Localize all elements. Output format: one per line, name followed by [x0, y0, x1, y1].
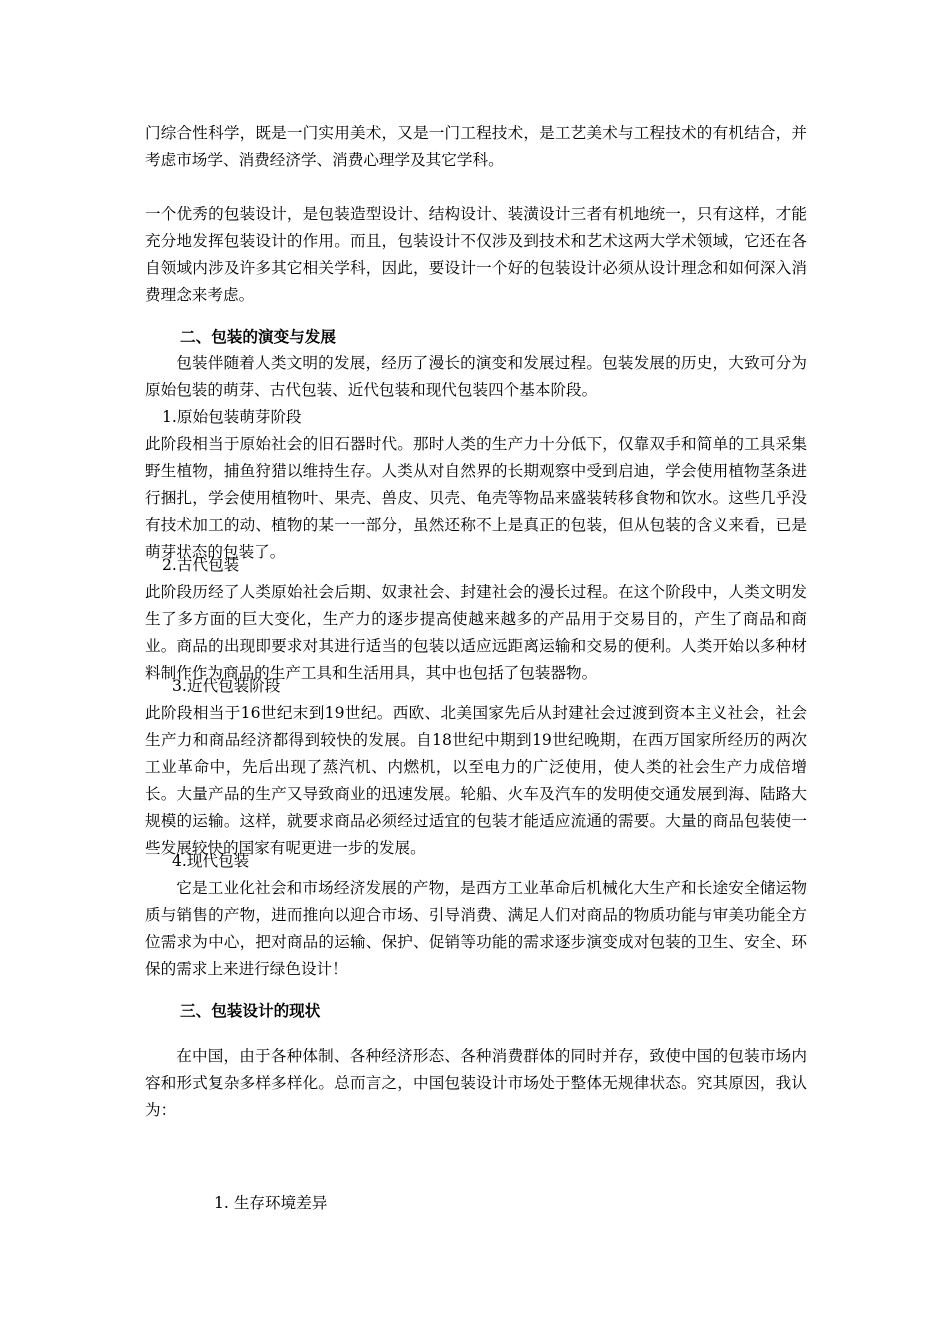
good-design-paragraph: 一个优秀的包装设计，是包装造型设计、结构设计、装潢设计三者有机地统一，只有这样，才能充分地发挥包装设计的作用。而且，包装设计不仅涉及到技术和艺术这两大学术领域，它还在各自领域内涉及许多其它相关学科，因此，要设计一个好的包装设计必须从设计理念和如何深入消费理念来考虑。	[145, 205, 807, 304]
section3-item1: 1. 生存环境差异	[214, 1194, 328, 1212]
stage1-title: 1.原始包装萌芽阶段	[162, 408, 302, 426]
section2-intro-paragraph: 包装伴随着人类文明的发展，经历了漫长的演变和发展过程。包装发展的历史，大致可分为原始包装的萌芽、古代包装、近代包装和现代包装四个基本阶段。	[145, 354, 807, 399]
intro-paragraph: 门综合性科学，既是一门实用美术，又是一门工程技术，是工艺美术与工程技术的有机结合，并考虑市场学、消费经济学、消费心理学及其它学科。	[145, 124, 807, 169]
stage4-title: 4.现代包装	[172, 852, 250, 870]
stage3-title: 3.近代包装阶段	[172, 677, 281, 695]
section3-heading: 三、包装设计的现状	[180, 1001, 321, 1020]
stage1-paragraph: 此阶段相当于原始社会的旧石器时代。那时人类的生产力十分低下，仅靠双手和简单的工具采集野生植物，捕鱼狩猎以维持生存。人类从对自然界的长期观察中受到启迪，学会使用植物茎条进行捆扎，学会使用植物叶、果壳、兽皮、贝壳、龟壳等物品来盛装转移食物和饮水。这些几乎没有技术加工的动、植物的某一一部分，虽然还称不上是真正的包装，但从包装的含义来看，已是萌芽状态的包装了。	[145, 435, 807, 561]
stage4-paragraph: 它是工业化社会和市场经济发展的产物，是西方工业革命后机械化大生产和长途安全储运物质与销售的产物，进而推向以迎合市场、引导消费、满足人们对商品的物质功能与审美功能全方位需求为中心，把对商品的运输、保护、促销等功能的需求逐步演变成对包装的卫生、安全、环保的需求上来进行绿色设计！	[145, 879, 807, 978]
stage2-paragraph: 此阶段历经了人类原始社会后期、奴隶社会、封建社会的漫长过程。在这个阶段中，人类文明发生了多方面的巨大变化，生产力的逐步提高使越来越多的产品用于交易目的，产生了商品和商业。商品的出现即要求对其进行适当的包装以适应远距离运输和交易的便利。人类开始以多种材料制作作为商品的生产工具和生活用具，其中也包括了包装器物。	[145, 583, 807, 682]
section2-heading: 二、包装的演变与发展	[180, 327, 336, 346]
stage2-title: 2.古代包装	[162, 556, 240, 574]
stage3-paragraph: 此阶段相当于16世纪末到19世纪。西欧、北美国家先后从封建社会过渡到资本主义社会，社会生产力和商品经济都得到较快的发展。自18世纪中期到19世纪晚期，在西万国家所经历的两次工业革命中，先后出现了蒸汽机、内燃机，以至电力的广泛使用，使人类的社会生产力成倍增长。大量产品的生产又导致商业的迅速发展。轮船、火车及汽车的发明使交通发展到海、陆路大规模的运输。这样，就要求商品必须经过适宜的包装才能适应流通的需要。大量的商品包装使一些发展较快的国家有呢更进一步的发展。	[145, 704, 807, 857]
section3-intro-paragraph: 在中国，由于各种体制、各种经济形态、各种消费群体的同时并存，致使中国的包装市场内容和形式复杂多样多样化。总而言之，中国包装设计市场处于整体无规律状态。究其原因，我认为：	[145, 1047, 807, 1119]
